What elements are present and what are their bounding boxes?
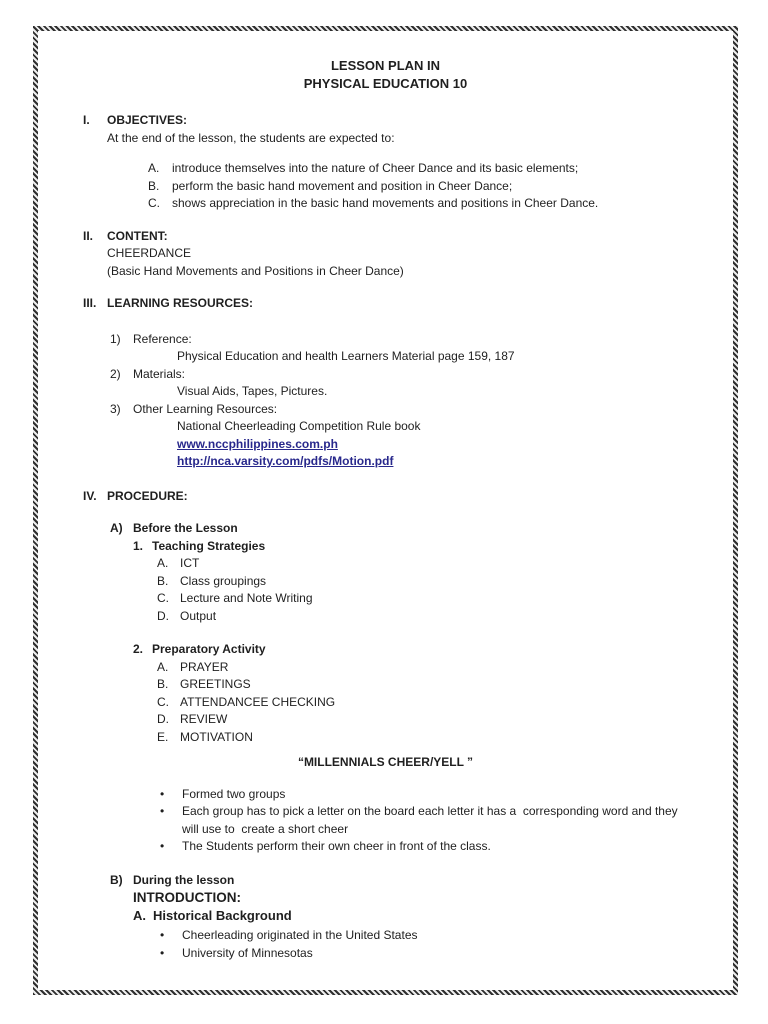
item-heading: Preparatory Activity xyxy=(152,642,266,656)
list-item xyxy=(157,659,688,677)
bullet-text: Formed two groups xyxy=(182,786,286,801)
list-item xyxy=(157,608,688,626)
item-text: ATTENDANCEE CHECKING xyxy=(180,694,336,709)
preparatory-activity-list xyxy=(157,659,688,747)
list-item xyxy=(157,676,688,694)
section-procedure-heading xyxy=(83,488,688,506)
section-numeral: II. xyxy=(83,228,94,243)
introduction-heading: INTRODUCTION: xyxy=(133,890,241,905)
bullet-text: Each group has to pick a letter on the board each letter it has a corresponding word and they will use to create a short cheer xyxy=(182,804,681,836)
resource-link[interactable]: http://nca.varsity.com/pdfs/Motion.pdf xyxy=(177,454,394,468)
historical-background-heading xyxy=(133,907,688,925)
item-label: C. xyxy=(148,196,160,210)
item-label: 3) xyxy=(110,401,121,416)
item-text: ICT xyxy=(180,556,200,570)
bullet-item xyxy=(160,838,688,856)
item-title: Materials: xyxy=(133,366,186,381)
bullet-icon xyxy=(160,927,182,945)
activity-bullet-list xyxy=(160,786,688,856)
section-numeral: I. xyxy=(83,113,90,127)
item-label: 2. xyxy=(133,642,144,656)
section-heading: LEARNING RESOURCES: xyxy=(107,296,254,310)
section-resources-heading xyxy=(83,295,688,313)
list-item xyxy=(157,729,688,747)
bullet-text: The Students perform their own cheer in front of the class. xyxy=(182,839,491,853)
item-text: Output xyxy=(180,608,217,623)
resource-item-other xyxy=(110,401,688,419)
document-title xyxy=(83,57,688,93)
item-text: GREETINGS xyxy=(180,677,251,691)
item-label: B. xyxy=(157,677,169,691)
item-text: introduce themselves into the nature of Cheer Dance and its basic elements; xyxy=(172,161,579,175)
item-heading: Before the Lesson xyxy=(133,521,238,535)
resource-item-reference xyxy=(110,331,688,349)
resource-link-row xyxy=(177,453,688,471)
item-text: Class groupings xyxy=(180,573,267,588)
bullet-item xyxy=(160,803,688,838)
item-text: Lecture and Note Writing xyxy=(180,591,313,605)
content-line: (Basic Hand Movements and Positions in Cheer Dance) xyxy=(107,263,404,278)
item-label: B. xyxy=(157,573,169,588)
page-border-frame xyxy=(33,26,738,995)
section-heading: PROCEDURE: xyxy=(107,488,188,503)
resource-detail: Visual Aids, Tapes, Pictures. xyxy=(177,384,328,398)
during-lesson-heading xyxy=(110,872,688,890)
list-item xyxy=(157,590,688,608)
section-numeral: IV. xyxy=(83,488,97,503)
item-heading: During the lesson xyxy=(133,872,235,887)
title-line-1: LESSON PLAN IN xyxy=(330,58,441,73)
resource-item-materials xyxy=(110,366,688,384)
resource-link[interactable]: www.nccphilippines.com.ph xyxy=(177,436,338,451)
resources-list xyxy=(110,331,688,471)
item-label: B. xyxy=(148,178,160,193)
bullet-icon xyxy=(160,945,182,963)
section-heading: CONTENT: xyxy=(107,228,168,243)
teaching-strategies-list xyxy=(157,555,688,625)
item-label: A. xyxy=(148,161,160,175)
document-body xyxy=(38,31,733,962)
item-label: D. xyxy=(157,608,169,623)
title-line-2: PHYSICAL EDUCATION 10 xyxy=(303,76,468,91)
resource-link-row xyxy=(177,436,688,454)
bullet-icon xyxy=(160,786,182,804)
item-text: REVIEW xyxy=(180,712,228,726)
list-item xyxy=(148,195,688,213)
item-text: shows appreciation in the basic hand movements and positions in Cheer Dance. xyxy=(172,196,599,210)
section-numeral: III. xyxy=(83,296,97,310)
item-label: A. xyxy=(133,908,146,923)
bullet-item xyxy=(160,786,688,804)
item-label: 1. xyxy=(133,538,144,553)
bullet-item xyxy=(160,927,688,945)
list-item xyxy=(148,178,688,196)
item-text: MOTIVATION xyxy=(180,729,253,744)
bullet-item xyxy=(160,945,688,963)
item-label: C. xyxy=(157,694,169,709)
list-item xyxy=(148,160,688,178)
item-title: Reference: xyxy=(133,331,192,346)
section-heading: OBJECTIVES: xyxy=(107,113,188,127)
bullet-icon xyxy=(160,803,182,838)
teaching-strategies-heading xyxy=(133,538,688,556)
resource-detail: National Cheerleading Competition Rule book xyxy=(177,419,421,433)
item-label: C. xyxy=(157,591,169,605)
item-title: Other Learning Resources: xyxy=(133,401,278,416)
item-text: perform the basic hand movement and position in Cheer Dance; xyxy=(172,178,513,193)
content-line: CHEERDANCE xyxy=(107,246,192,260)
bullet-text: Cheerleading originated in the United States xyxy=(182,928,418,942)
item-label: D. xyxy=(157,712,169,726)
item-label: A. xyxy=(157,556,169,570)
list-item xyxy=(157,555,688,573)
item-label: 2) xyxy=(110,366,121,381)
item-label: B) xyxy=(110,872,123,887)
history-bullet-list xyxy=(160,927,688,962)
item-label: A) xyxy=(110,521,123,535)
item-heading: Teaching Strategies xyxy=(152,538,266,553)
resource-detail: Physical Education and health Learners Material page 159, 187 xyxy=(177,349,515,363)
list-item xyxy=(157,711,688,729)
item-text: PRAYER xyxy=(180,659,229,674)
bullet-text: University of Minnesotas xyxy=(182,945,313,960)
section-objectives-heading xyxy=(83,112,688,130)
objectives-intro: At the end of the lesson, the students are expected to: xyxy=(107,130,395,145)
item-label: A. xyxy=(157,659,169,674)
bullet-icon xyxy=(160,838,182,856)
preparatory-activity-heading xyxy=(133,641,688,659)
item-heading: Historical Background xyxy=(153,908,292,923)
objectives-list xyxy=(148,160,688,213)
before-lesson-heading xyxy=(110,520,688,538)
item-label: E. xyxy=(157,729,169,744)
activity-title: “MILLENNIALS CHEER/YELL ” xyxy=(297,755,474,769)
list-item xyxy=(157,694,688,712)
item-label: 1) xyxy=(110,331,121,346)
section-content-heading xyxy=(83,228,688,246)
list-item xyxy=(157,573,688,591)
